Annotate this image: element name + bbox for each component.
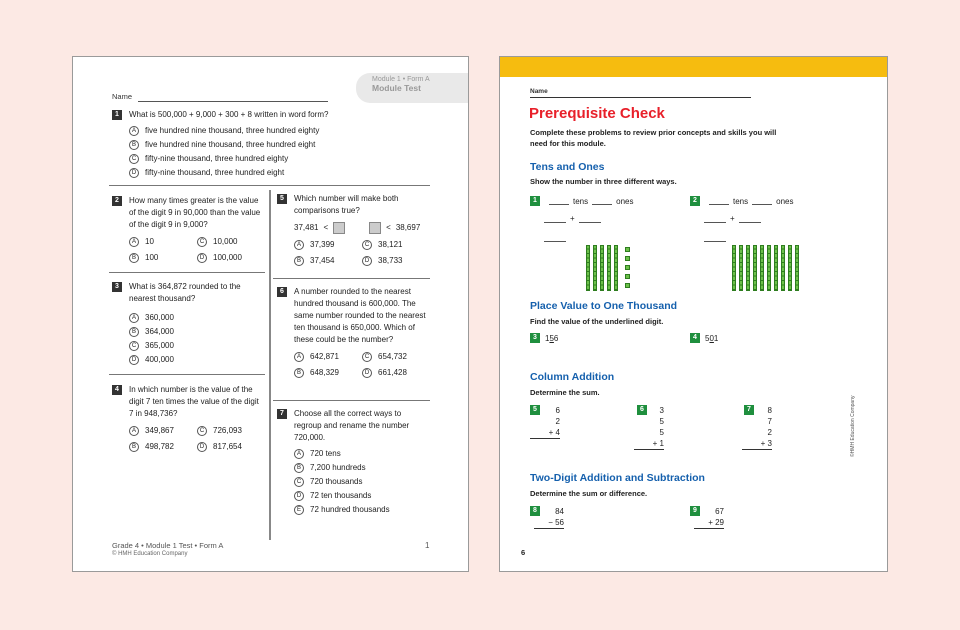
problem-1: 1 tens ones xyxy=(530,196,633,206)
name-label: Name xyxy=(530,88,548,95)
one-cube xyxy=(625,274,630,279)
ten-rod xyxy=(795,245,799,291)
question-number: 4 xyxy=(112,385,122,395)
answer-blank[interactable] xyxy=(704,234,726,242)
divider xyxy=(109,185,430,186)
answer-blank[interactable] xyxy=(709,197,729,205)
ten-rod xyxy=(614,245,618,291)
question-6 xyxy=(277,286,427,380)
divider xyxy=(109,374,265,375)
question-number: 6 xyxy=(277,287,287,297)
answer-blank[interactable] xyxy=(544,234,566,242)
section-instruction: Find the value of the underlined digit. xyxy=(530,317,664,326)
name-line[interactable] xyxy=(138,101,328,102)
section-instruction: Show the number in three different ways. xyxy=(530,177,677,186)
answer-box[interactable] xyxy=(333,222,345,234)
ten-rod xyxy=(746,245,750,291)
ten-rod xyxy=(739,245,743,291)
expanded-form-row: + xyxy=(704,214,761,223)
question-5 xyxy=(277,193,427,268)
option-a[interactable]: A 10 xyxy=(129,235,197,249)
standard-form-row xyxy=(544,234,566,242)
answer-blank[interactable] xyxy=(549,197,569,205)
divider xyxy=(109,272,265,273)
page-title: Prerequisite Check xyxy=(529,105,665,122)
copyright: © HMH Education Company xyxy=(112,551,188,557)
problem-7: 8 7 2 + 3 xyxy=(742,405,772,450)
question-number: 2 xyxy=(112,196,122,206)
question-3 xyxy=(112,281,262,367)
question-1 xyxy=(112,109,412,180)
ten-rod xyxy=(767,245,771,291)
divider xyxy=(273,400,430,401)
option-d[interactable]: D 72 ten thousands xyxy=(294,489,427,503)
problem-9-number: 9 xyxy=(690,506,705,516)
section-instruction: Determine the sum or difference. xyxy=(530,489,648,498)
base-ten-blocks-icon xyxy=(586,245,626,293)
header-band xyxy=(500,57,887,77)
ten-rod xyxy=(781,245,785,291)
option-c[interactable]: C 10,000 xyxy=(197,235,277,249)
ten-rod xyxy=(760,245,764,291)
answer-blank[interactable] xyxy=(592,197,612,205)
problem-4: 4 5 0 1 xyxy=(690,333,718,343)
expanded-form-row: + xyxy=(544,214,601,223)
one-cube xyxy=(625,265,630,270)
copyright: ©HMH Education Company xyxy=(850,395,856,457)
question-text: What is 364,872 rounded to the nearest thousand? xyxy=(129,282,241,303)
module-test-page xyxy=(72,56,469,572)
problem-7-number: 7 xyxy=(744,405,759,415)
module-tab xyxy=(356,73,469,103)
question-7 xyxy=(277,408,427,517)
section-title-column-addition: Column Addition xyxy=(530,371,615,383)
option-a[interactable]: A five hundred nine thousand, three hundred eighty xyxy=(129,124,412,138)
ten-rod xyxy=(753,245,757,291)
option-b[interactable]: B 648,329 xyxy=(294,366,362,380)
name-line[interactable] xyxy=(530,97,751,98)
option-b[interactable]: B 7,200 hundreds xyxy=(294,461,427,475)
intro-text: Complete these problems to review prior concepts and skills you will need for this module. xyxy=(530,128,777,148)
answer-blank[interactable] xyxy=(579,215,601,223)
ten-rod xyxy=(607,245,611,291)
one-cube xyxy=(625,247,630,252)
option-b[interactable]: B 364,000 xyxy=(129,325,262,339)
option-d[interactable]: D 38,733 xyxy=(362,254,442,268)
option-a[interactable]: A 642,871 xyxy=(294,350,362,364)
question-text: How many times greater is the value of the digit 9 in 90,000 than the value of the digit 9 in 9,000? xyxy=(129,196,261,229)
question-text: Choose all the correct ways to regroup and rename the number 720,000. xyxy=(294,409,410,442)
base-ten-blocks-icon xyxy=(732,245,804,293)
section-title-tens-ones: Tens and Ones xyxy=(530,161,605,173)
underlined-digit: 0 xyxy=(709,333,714,343)
page-footer: Grade 4 • Module 1 Test • Form A xyxy=(112,541,224,550)
answer-blank[interactable] xyxy=(739,215,761,223)
divider xyxy=(273,278,430,279)
question-text: In which number is the value of the digit 7 ten times the value of the digit 7 in 948,736? xyxy=(129,385,259,418)
question-4 xyxy=(112,384,264,454)
option-a[interactable]: A 37,399 xyxy=(294,238,362,252)
option-d[interactable]: D fifty-nine thousand, three hundred eight xyxy=(129,166,412,180)
ten-rod xyxy=(774,245,778,291)
question-number: 5 xyxy=(277,194,287,204)
option-c[interactable]: C 654,732 xyxy=(362,350,442,364)
underlined-digit: 5 xyxy=(549,333,554,343)
option-a[interactable]: A 360,000 xyxy=(129,311,262,325)
problem-8-number: 8 xyxy=(530,506,545,516)
problem-3: 3 1 5 6 xyxy=(530,333,558,343)
page-number: 1 xyxy=(425,541,430,550)
option-c[interactable]: C 726,093 xyxy=(197,424,277,438)
comparison-row: 37,481 < < 38,697 xyxy=(294,223,421,232)
page-number: 6 xyxy=(521,548,526,557)
name-label: Name xyxy=(112,92,133,101)
problem-2: 2 tens ones xyxy=(690,196,793,206)
question-text: Which number will make both comparisons true? xyxy=(294,194,399,215)
option-b[interactable]: B 498,782 xyxy=(129,440,197,454)
section-title-two-digit: Two-Digit Addition and Subtraction xyxy=(530,472,705,484)
option-b[interactable]: B five hundred nine thousand, three hundred eight xyxy=(129,138,412,152)
problem-9: 67 + 29 xyxy=(694,506,724,529)
standard-form-row xyxy=(704,234,726,242)
problem-6: 3 5 5 + 1 xyxy=(634,405,664,450)
question-number: 3 xyxy=(112,282,122,292)
ten-rod xyxy=(788,245,792,291)
module-tab-subtitle: Module 1 • Form A xyxy=(372,76,430,83)
question-text: What is 500,000 + 9,000 + 300 + 8 written in word form? xyxy=(129,110,329,119)
answer-blank[interactable] xyxy=(704,215,726,223)
prerequisite-check-page xyxy=(499,56,888,572)
option-d[interactable]: D 817,654 xyxy=(197,440,277,454)
module-tab-title: Module Test xyxy=(372,83,421,93)
option-a[interactable]: A 720 tens xyxy=(294,447,427,461)
option-a[interactable]: A 349,867 xyxy=(129,424,197,438)
section-title-place-value: Place Value to One Thousand xyxy=(530,300,678,312)
problem-5-number: 5 xyxy=(530,405,545,415)
question-number: 7 xyxy=(277,409,287,419)
option-b[interactable]: B 100 xyxy=(129,251,197,265)
ten-rod xyxy=(586,245,590,291)
option-c[interactable]: C fifty-nine thousand, three hundred eighty xyxy=(129,152,412,166)
option-d[interactable]: D 400,000 xyxy=(129,353,262,367)
ten-rod xyxy=(600,245,604,291)
question-number: 1 xyxy=(112,110,122,120)
question-text: A number rounded to the nearest hundred thousand is 600,000. The same number rounded to the nearest ten thousand is 650,000. Which of these could be the number? xyxy=(294,287,426,344)
option-d[interactable]: D 100,000 xyxy=(197,251,277,265)
section-instruction: Determine the sum. xyxy=(530,388,600,397)
answer-box[interactable] xyxy=(369,222,381,234)
answer-blank[interactable] xyxy=(544,215,566,223)
answer-blank[interactable] xyxy=(752,197,772,205)
option-c[interactable]: C 365,000 xyxy=(129,339,262,353)
ten-rod xyxy=(732,245,736,291)
one-cube xyxy=(625,256,630,261)
problem-6-number: 6 xyxy=(637,405,652,415)
option-e[interactable]: E 72 hundred thousands xyxy=(294,503,427,517)
one-cube xyxy=(625,283,630,288)
option-d[interactable]: D 661,428 xyxy=(362,366,442,380)
option-c[interactable]: C 38,121 xyxy=(362,238,442,252)
option-c[interactable]: C 720 thousands xyxy=(294,475,427,489)
problem-8: 84 − 56 xyxy=(534,506,564,529)
ten-rod xyxy=(593,245,597,291)
problem-5: 6 2 + 4 xyxy=(530,405,560,439)
option-b[interactable]: B 37,454 xyxy=(294,254,362,268)
question-2 xyxy=(112,195,262,265)
